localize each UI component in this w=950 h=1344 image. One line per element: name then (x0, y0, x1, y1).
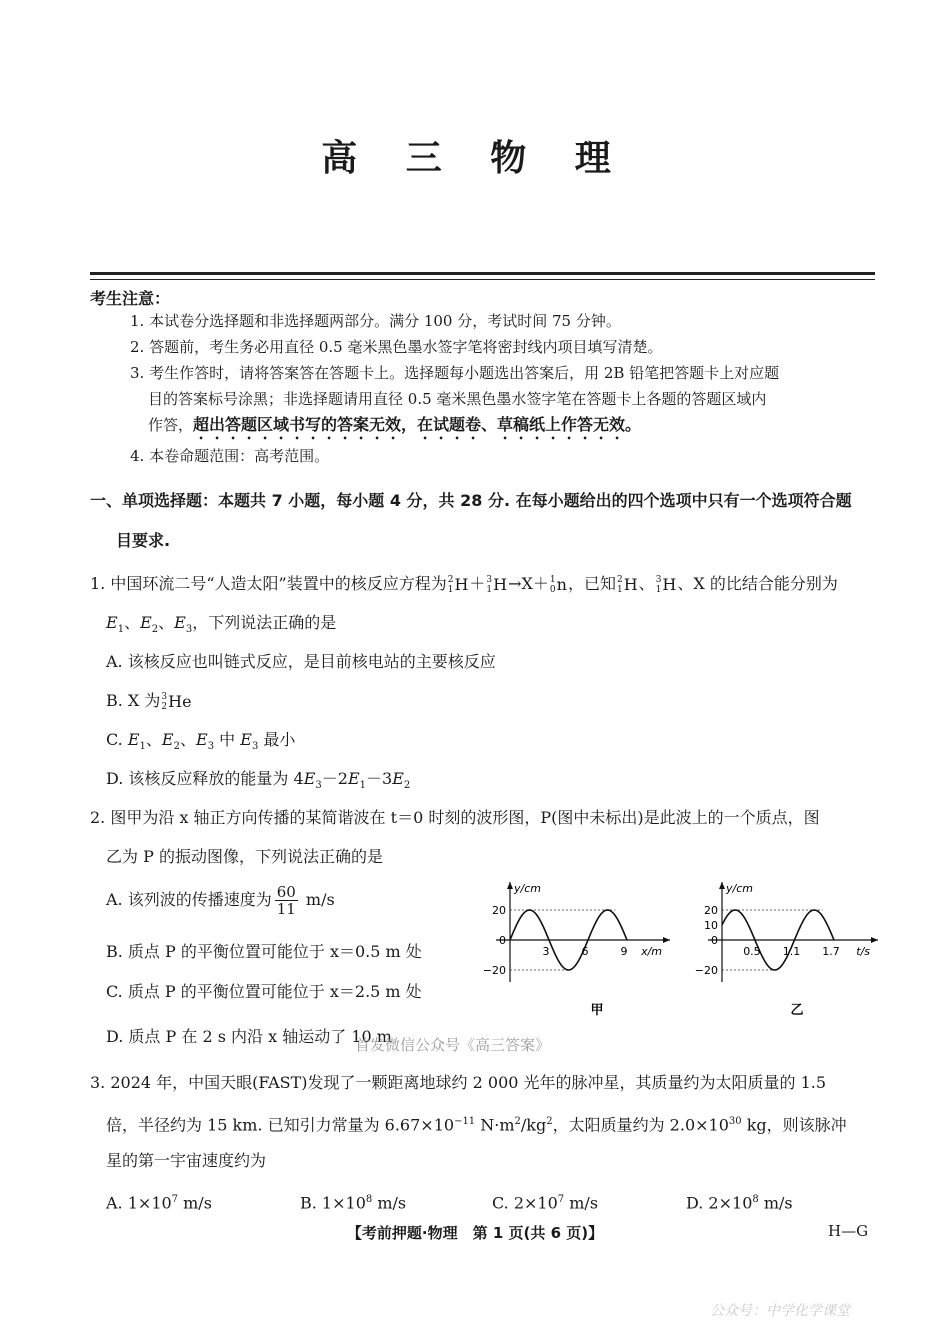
notice-item-2: 2. 答题前，考生务必用直径 0.5 毫米黑色墨水签字笔将密封线内项目填写清楚。 (130, 338, 663, 356)
nuclide-he3: 3 2 He (161, 691, 192, 712)
q3-exp-1: −11 (454, 1116, 476, 1127)
q1-option-b-text: B. X 为 (106, 691, 161, 710)
header-rule-thin (90, 279, 875, 280)
chart-jia-plot (483, 882, 670, 1018)
q3-exp-3: 30 (728, 1116, 742, 1127)
page-footer: 【考前押题·物理 第 1 页(共 6 页)】 (346, 1224, 604, 1242)
header-rule-thick (90, 272, 875, 275)
notice-item-3: 3. 考生作答时，请将答案答在答题卡上。选择题每小题选出答案后，用 2B 铅笔把答题卡上对应题 (130, 364, 780, 382)
q3-option-d-text: D. 2×10 (686, 1193, 753, 1213)
q3-stem-2c: /kg (520, 1115, 547, 1135)
q1-stem-b: ，已知 (567, 574, 616, 593)
x-axis-arrow (663, 937, 670, 943)
y-axis-arrow (719, 882, 725, 889)
q1-option-d-text: D. 该核反应释放的能量为 (106, 769, 294, 788)
x-axis-label: t/s (856, 945, 870, 958)
notice-heading: 考生注意： (90, 289, 171, 308)
figure-caption: 乙 (790, 1003, 804, 1018)
x-tick-label: 3 (542, 945, 550, 958)
q3-option-d-exp: 8 (752, 1194, 759, 1205)
q1-option-d: D. 该核反应释放的能量为 $4E_3-2E_1-3E_2$ (106, 769, 411, 792)
notice-item-4: 4. 本卷命题范围：高考范围。 (130, 447, 330, 465)
speed-fraction (275, 884, 298, 917)
wave-graph-jia (470, 870, 680, 1030)
y-tick-label: 20 (492, 904, 506, 917)
y-axis-label: y/cm (726, 882, 753, 895)
q3-option-c-unit: m/s (564, 1193, 599, 1213)
q2-option-c: C. 质点 P 的平衡位置可能位于 x＝2.5 m 处 (106, 982, 422, 1001)
q1-option-c: C. $E_1$、$E_2$、$E_3$ 中 $E_3$ 最小 (106, 730, 296, 753)
q2-option-b: B. 质点 P 的平衡位置可能位于 x＝0.5 m 处 (106, 942, 422, 961)
notice-list (130, 308, 779, 469)
q1-stem-a: 1. 中国环流二号“人造太阳”装置中的核反应方程为 (90, 574, 447, 593)
notice-item-3-cont: 目的答案标号涂黑；非选择题请用直径 0.5 毫米黑色墨水签字笔在答题卡上各题的答题区域内 (148, 390, 767, 408)
q3-option-c (492, 1180, 598, 1222)
q2-option-d: D. 质点 P 在 2 s 内沿 x 轴运动了 10 m (106, 1027, 392, 1046)
q3-option-c-exp: 7 (557, 1194, 565, 1205)
y-tick-label: 10 (704, 919, 718, 932)
q1-option-c-suffix: 最小 (258, 730, 296, 749)
q3-option-a-text: A. 1×10 (106, 1193, 172, 1213)
q1-option-b (106, 681, 193, 721)
q3-stem-2a: 倍，半径约为 15 km. 已知引力常量为 6.67×10 (106, 1115, 455, 1135)
notice-warning: 超出答题区域书写的答案无效，在试题卷、草稿纸上作答无效。 (193, 415, 642, 434)
q3-option-d-unit: m/s (758, 1193, 793, 1213)
q1-stem-d: ，下列说法正确的是 (192, 613, 337, 632)
y-tick-label: −20 (482, 964, 506, 977)
q3-exp-2b: 2 (546, 1116, 553, 1127)
q3-option-a (106, 1180, 212, 1222)
q3-option-a-exp: 7 (171, 1194, 179, 1205)
section-1-heading-line2: 目要求. (116, 531, 171, 550)
notice-item-3-prefix: 作答， (148, 416, 194, 434)
q1-stem-line1: 1. 中国环流二号“人造太阳”装置中的核反应方程为 2 1 H＋ 3 1 H→X＋ 1 0 n，已知 2 1 H、 3 1 H、X 的比结合能分别为 (90, 564, 838, 604)
y-tick-label: 20 (704, 904, 718, 917)
page-title: 高 三 物 理 (321, 137, 629, 179)
y-axis-label: y/cm (514, 882, 541, 895)
q1-stem-line2: $E_1$、$E_2$、$E_3$，下列说法正确的是 (106, 613, 337, 636)
q3-option-b-unit: m/s (372, 1193, 407, 1213)
x-tick-label: 1.1 (782, 945, 801, 958)
notice-item-3-cont2 (130, 412, 779, 443)
q2-stem-line1: 2. 图甲为沿 x 轴正方向传播的某简谐波在 t＝0 时刻的波形图，P(图中未标出)是此波上的一个质点，图 (90, 808, 820, 827)
x-tick-label: 6 (581, 945, 589, 958)
vibration-graph-yi (692, 870, 892, 1030)
q3-stem-line3: 星的第一宇宙速度约为 (106, 1151, 267, 1170)
nuclide-h3: 3 1 H (486, 574, 508, 595)
nuclide-n: 1 0 n (549, 574, 567, 595)
q2-option-a-unit: m/s (305, 890, 335, 909)
q1-stem-c: 的比结合能分别为 (709, 574, 838, 593)
fraction-numerator: 60 (276, 883, 296, 901)
q3-option-d (686, 1180, 793, 1222)
nuclide-h2: 2 1 H (447, 574, 469, 595)
q3-option-a-unit: m/s (178, 1193, 212, 1213)
q1-option-c-prefix: C. (106, 730, 128, 749)
x-axis-arrow (871, 937, 878, 943)
section-1-heading-line1: 一、单项选择题：本题共 7 小题，每小题 4 分，共 28 分. 在每小题给出的四个选项中只有一个选项符合题 (90, 491, 852, 510)
chart-yi-plot (695, 882, 878, 1018)
q3-exp-2: 2 (514, 1116, 521, 1127)
q3-stem-2b: N·m (475, 1115, 515, 1135)
q3-stem-2d: ，太阳质量约为 2.0×10 (552, 1115, 729, 1135)
q3-option-c-text: C. 2×10 (492, 1193, 558, 1213)
q2-option-a (106, 884, 335, 917)
y-tick-label: 0 (711, 934, 718, 947)
x-tick-label: 0.5 (743, 945, 761, 958)
q3-option-b (300, 1180, 406, 1222)
y-tick-label: −20 (694, 964, 718, 977)
q3-option-b-text: B. 1×10 (300, 1193, 366, 1213)
q3-stem-line2 (106, 1102, 847, 1144)
x-axis-label: x/m (641, 945, 662, 958)
corner-watermark: 公众号：中学化学课堂 (710, 1303, 850, 1319)
y-tick-label: 0 (499, 934, 506, 947)
x-tick-label: 1.7 (822, 945, 840, 958)
q3-stem-line1: 3. 2024 年，中国天眼(FAST)发现了一颗距离地球约 2 000 光年的脉冲星，其质量约为太阳质量的 1.5 (90, 1073, 827, 1092)
x-tick-label: 9 (620, 945, 628, 958)
paper-code: H—G (828, 1222, 869, 1240)
q2-stem-line2: 乙为 P 的振动图像，下列说法正确的是 (106, 847, 383, 866)
notice-item-1: 1. 本试卷分选择题和非选择题两部分。满分 100 分，考试时间 75 分钟。 (130, 312, 621, 330)
nuclide-h2-b: 2 1 H (616, 574, 638, 595)
q1-option-a: A. 该核反应也叫链式反应，是目前核电站的主要核反应 (106, 652, 496, 671)
y-axis-arrow (507, 882, 513, 889)
q2-option-a-text: A. 该列波的传播速度为 (106, 890, 272, 909)
q3-option-b-exp: 8 (365, 1194, 373, 1205)
watermark-text: 首发微信公众号《高三答案》 (355, 1036, 551, 1054)
figure-caption: 甲 (590, 1003, 604, 1018)
nuclide-h3-b: 3 1 H (655, 574, 677, 595)
q3-stem-2e: kg，则该脉冲 (741, 1115, 847, 1135)
fraction-denominator: 11 (276, 900, 296, 918)
